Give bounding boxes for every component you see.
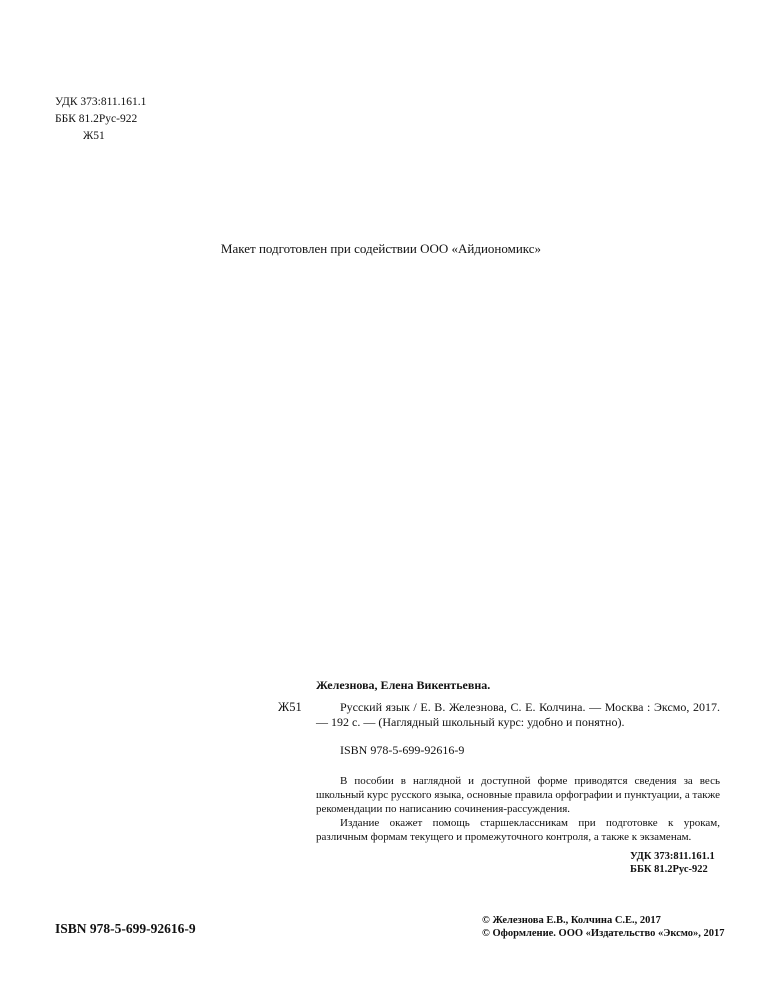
bbk-code: ББК 81.2Рус-922 [55,113,138,125]
record-bbk: ББК 81.2Рус-922 [630,864,708,875]
annotation-paragraph-1: В пособии в наглядной и доступной форме приводятся сведения за весь школьный курс русского языка, основные правила орфографии и пунктуации, а также рекомендации по написанию сочинения-рассуждения. [316,775,720,815]
isbn-bottom: ISBN 978-5-699-92616-9 [55,921,196,936]
record-udk: УДК 373:811.161.1 [630,851,715,862]
copyright-design: © Оформление. ООО «Издательство «Эксмо», 2017 [482,928,725,939]
prepared-note: Макет подготовлен при содействии ООО «Айдиономикс» [220,241,542,256]
record-annotation [316,774,720,844]
copyright-authors: © Железнова Е.В., Колчина С.Е., 2017 [482,915,661,926]
author-mark: Ж51 [83,130,105,142]
udk-code: УДК 373:811.161.1 [55,96,147,108]
record-author: Железнова, Елена Викентьевна. [316,678,491,692]
record-author-mark: Ж51 [278,700,302,714]
classification-codes [55,94,146,145]
record-isbn: ISBN 978-5-699-92616-9 [340,742,465,757]
copyright-block [482,914,725,940]
bibliographic-record [278,678,720,876]
record-description: Русский язык / Е. В. Железнова, С. Е. Колчина. — Москва : Эксмо, 2017. — 192 с. — (Наглядный школьный курс: удобно и понятно). [316,699,720,729]
annotation-paragraph-2: Издание окажет помощь старшеклассникам при подготовке к урокам, различным формам текущего и промежуточного контроля, а также к экзаменам. [316,817,720,843]
record-codes [316,850,720,876]
